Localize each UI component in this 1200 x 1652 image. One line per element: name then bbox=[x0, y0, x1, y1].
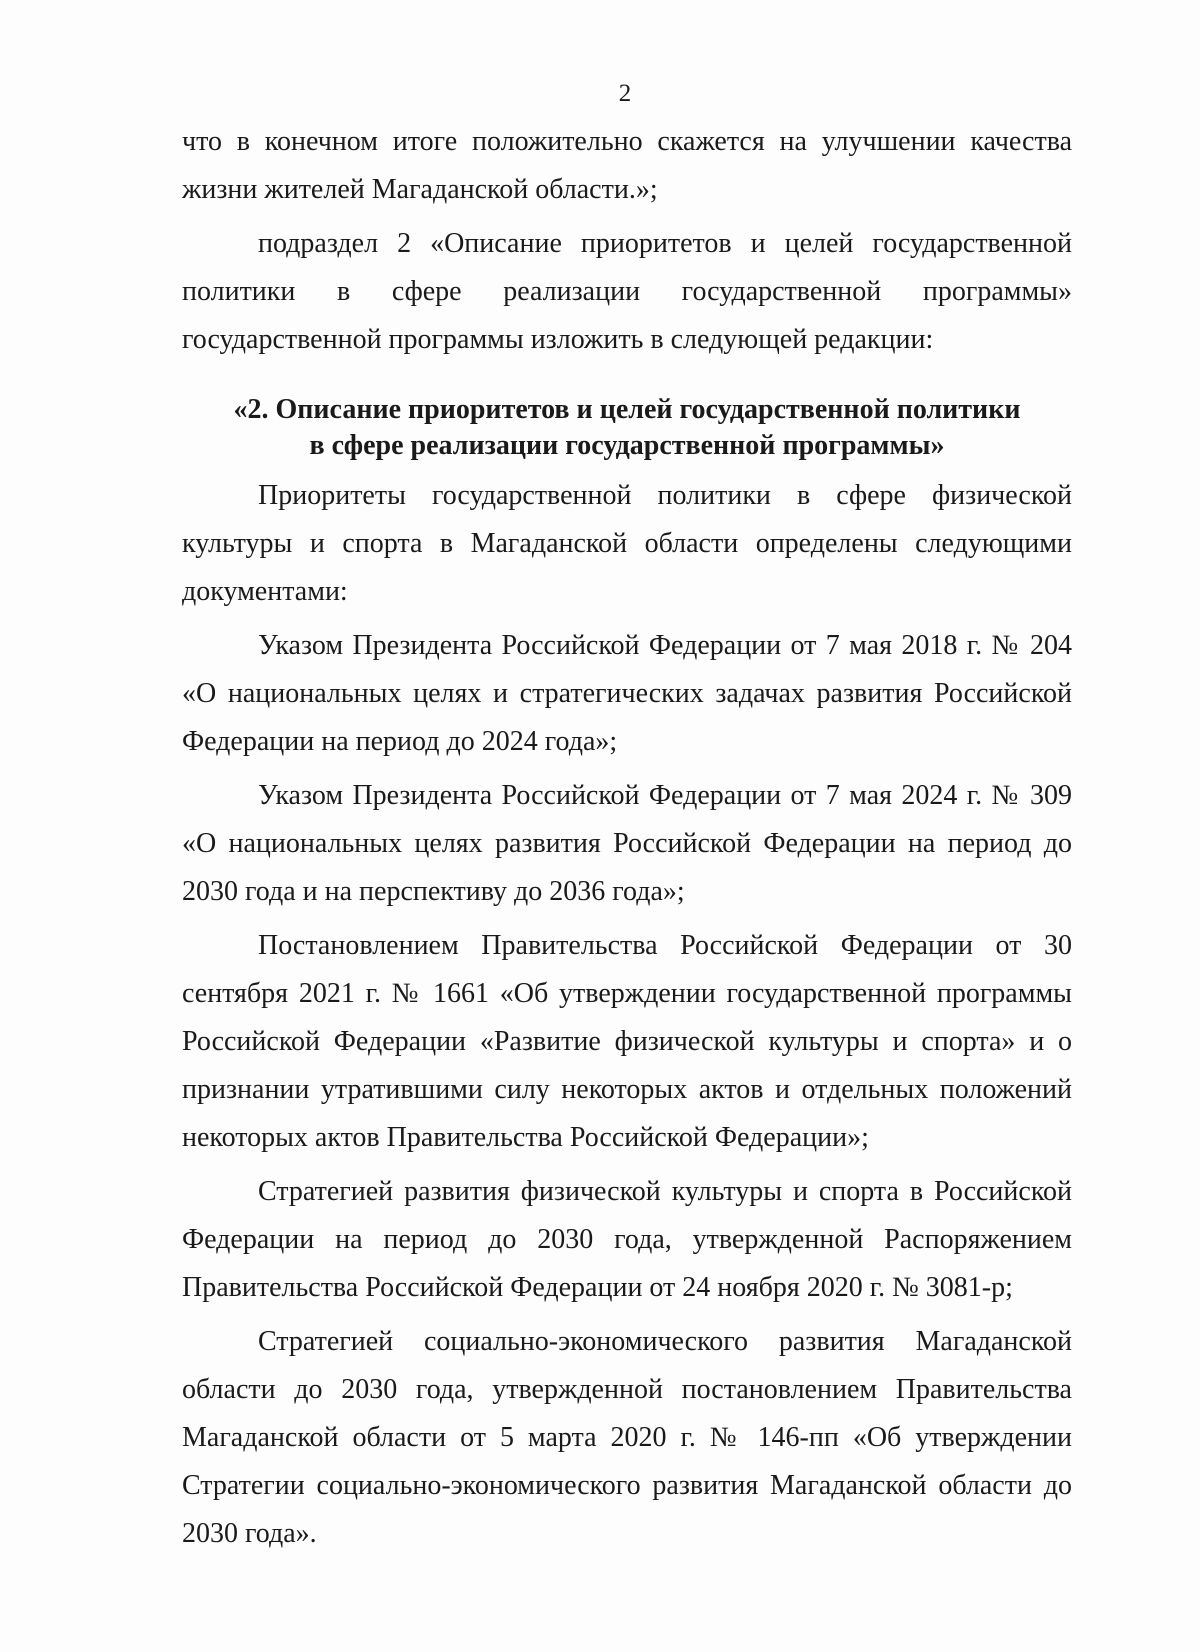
paragraph-decree-2018: Указом Президента Российской Федерации от 7 мая 2018 г. № 204 «О национальных целях и стратегических задачах развития Российской Федерации на период до 2024 года»; bbox=[182, 630, 1072, 757]
section-heading-line-2: в сфере реализации государственной программы» bbox=[309, 430, 945, 461]
page-number: 2 bbox=[618, 80, 632, 107]
paragraph-resolution-1661: Постановлением Правительства Российской Федерации от 30 сентября 2021 г. № 1661 «Об утверждении государственной программы Российской Федерации «Развитие физической культуры и спорта» и о признании утратившими силу некоторых актов и отдельных положений некоторых актов Правительства Российской Федерации»; bbox=[182, 930, 1072, 1153]
section-heading-line-1: «2. Описание приоритетов и целей государственной политики bbox=[233, 394, 1021, 425]
paragraph-strategy-russia: Стратегией развития физической культуры и спорта в Российской Федерации на период до 2030 года, утвержденной Распоряжением Правительства Российской Федерации от 24 ноября 2020 г. № 3081-р; bbox=[182, 1176, 1072, 1303]
document-body bbox=[182, 118, 1072, 1558]
paragraph-continuation: что в конечном итоге положительно скажется на улучшении качества жизни жителей Магаданской области.»; bbox=[182, 126, 1072, 205]
paragraph-decree-2024: Указом Президента Российской Федерации от 7 мая 2024 г. № 309 «О национальных целях развития Российской Федерации на период до 2030 года и на перспективу до 2036 года»; bbox=[182, 780, 1072, 907]
paragraph-subsection-instruction: подраздел 2 «Описание приоритетов и целей государственной политики в сфере реализации государственной программы» государственной программы изложить в следующей редакции: bbox=[182, 228, 1072, 355]
paragraph-strategy-magadan: Стратегией социально-экономического развития Магаданской области до 2030 года, утвержденной постановлением Правительства Магаданской области от 5 марта 2020 г. № 146-пп «Об утверждении Стратегии социально-экономического развития Магаданской области до 2030 года». bbox=[182, 1326, 1072, 1549]
paragraph-priorities: Приоритеты государственной политики в сфере физической культуры и спорта в Магаданской области определены следующими документами: bbox=[182, 480, 1072, 607]
section-heading bbox=[182, 392, 1072, 464]
